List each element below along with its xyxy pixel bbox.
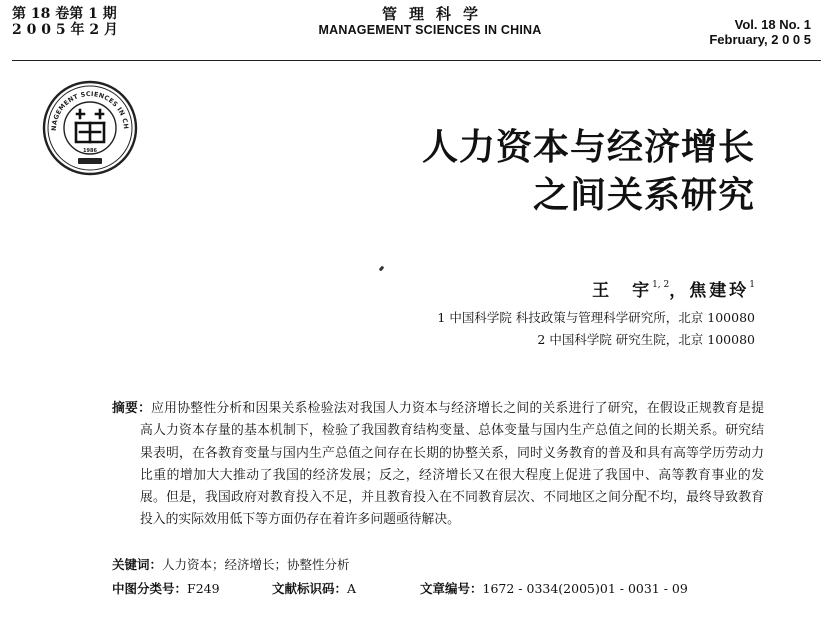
- volume-issue-en: Vol. 18 No. 1: [734, 17, 811, 32]
- journal-name-cn: 管理科学: [381, 5, 490, 23]
- author-separator: ，: [669, 281, 690, 301]
- clc-label: 中图分类号：: [112, 581, 188, 596]
- header-left: [12, 6, 118, 38]
- keywords: [112, 555, 350, 573]
- date-en: February, 2 0 0 5: [709, 31, 811, 47]
- header-center: [230, 6, 630, 38]
- header-right: [709, 18, 811, 48]
- document-code-value: A: [347, 581, 357, 596]
- clc-value: F249: [187, 581, 220, 596]
- article-number-value: 1672 - 0334(2005)01 - 0031 - 09: [482, 581, 688, 596]
- clc-group: [112, 579, 220, 597]
- article-number-group: [420, 579, 688, 597]
- article-number-label: 文章编号：: [420, 581, 483, 596]
- paper-title: [422, 124, 755, 220]
- abstract-text: 应用协整性分析和因果关系检验法对我国人力资本与经济增长之间的关系进行了研究，在假设正规教育是提高人力资本存量的基本机制下，检验了我国教育结构变量、总体变量与国内生产总值之间的长期关系。研究结果表明，在各教育变量与国内生产总值之间存在长期的协整关系，同时义务教育的普及和具有高等学历劳动力比重的增加大大推动了我国的经济发展；反之，经济增长又在很大程度上促进了我国中、高等教育事业的发展。但是，我国政府对教育投入不足，并且教育投入在不同教育层次、不同地区之间分配不均，最终导致教育投入的实际效用低下等方面仍存在着许多问题亟待解决。: [140, 401, 765, 528]
- keywords-text: 人力资本；经济增长；协整性分析: [162, 557, 350, 572]
- affiliation-line: 2 中国科学院 研究生院，北京 100080: [537, 332, 755, 347]
- author-affiliation-marker: 1: [749, 280, 755, 290]
- svg-text:1986: 1986: [83, 148, 97, 154]
- date-cn: 2 0 0 5 年 2 月: [12, 22, 118, 39]
- author-name: 焦建玲: [689, 281, 750, 301]
- author-affiliation-marker: 1, 2: [652, 280, 670, 290]
- affiliations: [437, 307, 755, 351]
- affiliation-line: 1 中国科学院 科技政策与管理科学研究所，北京 100080: [437, 310, 755, 325]
- author-list: [592, 276, 755, 301]
- print-speck: [379, 266, 385, 272]
- abstract: [112, 398, 764, 532]
- author-name: 王 宇: [592, 281, 653, 301]
- paper-title-line-1: 人力资本与经济增长: [421, 127, 755, 168]
- svg-text:MANAGEMENT SCIENCES IN CHINA: NAGEMENT SCIENCES IN CH: [49, 89, 131, 132]
- keywords-label: 关键词：: [112, 557, 163, 572]
- header-rule: [12, 60, 821, 61]
- document-code-label: 文献标识码：: [272, 581, 348, 596]
- journal-seal-icon: [40, 78, 140, 178]
- journal-name-en: MANAGEMENT SCIENCES IN CHINA: [318, 23, 542, 38]
- volume-issue-cn: 第 18 卷第 1 期: [12, 6, 117, 22]
- document-code-group: [272, 579, 356, 597]
- paper-title-line-2: 之间关系研究: [532, 175, 755, 216]
- abstract-label: 摘要：: [112, 401, 152, 416]
